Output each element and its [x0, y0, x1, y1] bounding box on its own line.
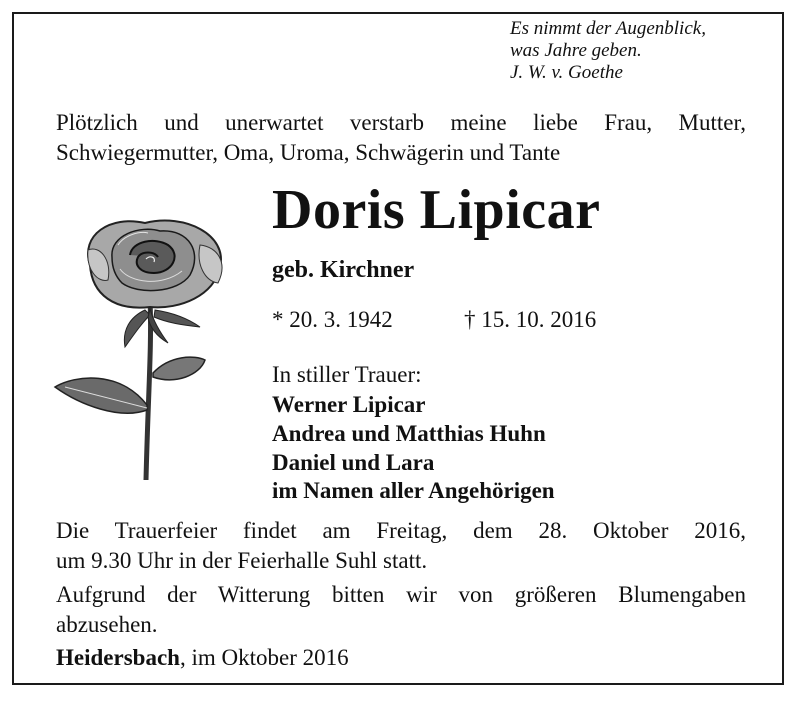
- goethe-quote: [510, 18, 706, 84]
- mourning-label: In stiller Trauer:: [272, 362, 422, 387]
- flowers-line-1: Aufgrund der Witterung bitten wir von größeren Blumengaben: [56, 582, 746, 607]
- funeral-line-2: um 9.30 Uhr in der Feierhalle Suhl statt.: [56, 548, 428, 573]
- rose-icon: [50, 205, 235, 485]
- flowers-line-2: abzusehen.: [56, 612, 158, 637]
- death-date: † 15. 10. 2016: [464, 307, 597, 332]
- mourner-name: im Namen aller Angehörigen: [272, 478, 555, 503]
- place-name: Heidersbach: [56, 645, 180, 670]
- maiden-name: geb. Kirchner: [272, 257, 415, 283]
- closing-date: , im Oktober 2016: [179, 645, 349, 670]
- quote-line-2: was Jahre geben.: [510, 40, 642, 61]
- intro-line-1: Plötzlich und unerwartet verstarb meine liebe Frau, Mutter,: [56, 110, 746, 135]
- quote-line-1: Es nimmt der Augenblick,: [510, 18, 706, 39]
- mourner-name: Andrea und Matthias Huhn: [272, 421, 546, 446]
- funeral-line-1: Die Trauerfeier findet am Freitag, dem 28. Oktober 2016,: [56, 518, 746, 543]
- place-date-line: [56, 645, 349, 671]
- deceased-name: Doris Lipicar: [272, 179, 601, 241]
- mourner-name: Werner Lipicar: [272, 392, 426, 417]
- mourner-name: Daniel und Lara: [272, 450, 435, 475]
- quote-author: J. W. v. Goethe: [510, 62, 623, 83]
- intro-line-2: Schwiegermutter, Oma, Uroma, Schwägerin und Tante: [56, 140, 561, 165]
- birth-date: * 20. 3. 1942: [272, 307, 393, 332]
